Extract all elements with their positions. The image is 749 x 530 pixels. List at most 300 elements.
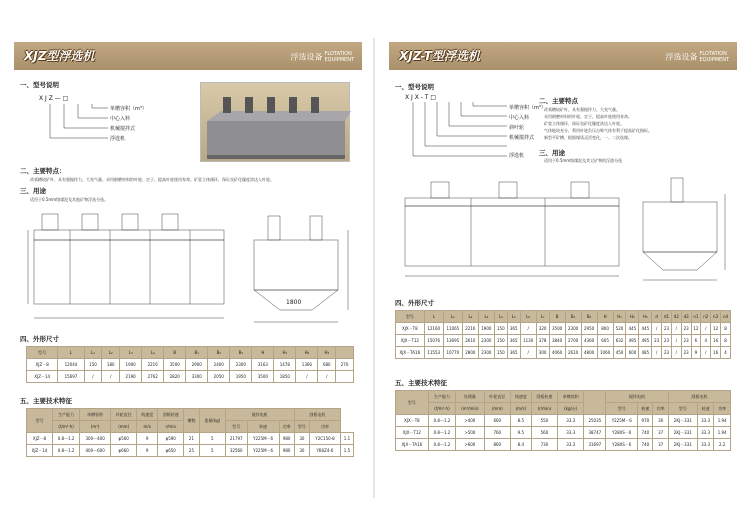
cell: 9.5: [510, 427, 531, 439]
cell: 3300: [186, 371, 208, 383]
cell: 445: [639, 323, 652, 335]
right-tag-en2: EQUIPMENT: [699, 57, 729, 63]
cell: 1850: [274, 371, 296, 383]
cell: 8: [720, 335, 730, 347]
table-row: [396, 415, 731, 427]
lt2-h1: 生产能力: [52, 409, 79, 421]
lt2-h5: 刮板转速: [158, 409, 184, 421]
cell: 970: [638, 415, 653, 427]
cell: 365: [507, 323, 520, 335]
lt1-h2: L₁: [84, 347, 102, 359]
right-dim-table: [395, 310, 731, 359]
cell: XJZ－8: [27, 359, 58, 371]
lt2-h0: 型号: [27, 409, 53, 433]
rt1-h: B₂: [581, 311, 597, 323]
cell: 8.5: [510, 415, 531, 427]
cell: 270: [336, 359, 354, 371]
lt1-h8: B₂: [208, 347, 230, 359]
lt2-s7: 型号: [225, 421, 247, 433]
cell: YB0Z4-6: [309, 445, 340, 457]
cell: XJZ－8: [27, 433, 53, 445]
cell: 320: [536, 323, 549, 335]
cell: φ660: [111, 445, 137, 457]
left-tag-en1: FLOTATION: [324, 51, 352, 57]
rt2-h: 单槽容积: [558, 391, 584, 403]
left-tag-cn: 浮选设备: [290, 52, 323, 62]
table-row: [396, 427, 731, 439]
left-s3-text: 适用于0.5mm级煤泥及其他矿物浮选分选。: [30, 197, 109, 202]
rt1-h: n3: [711, 311, 721, 323]
lt1-h3: L₂: [102, 347, 120, 359]
cell: 150: [84, 359, 102, 371]
cell: 33.3: [558, 439, 584, 451]
left-m-label-3: 浮选机: [110, 136, 126, 142]
cell: /: [652, 323, 662, 335]
rt1-h: L₄: [494, 311, 507, 323]
cell: 9: [691, 347, 701, 359]
cell: 2216: [462, 323, 478, 335]
cell: 2800: [462, 347, 478, 359]
lt2-h4: 线速度: [137, 409, 158, 421]
cell: 485: [639, 347, 652, 359]
right-m-label-2: 斜叶轮: [509, 125, 525, 131]
cell: 3500: [252, 371, 274, 383]
table-row: [396, 347, 731, 359]
cell: 9: [137, 445, 158, 457]
lt2-s1: (m³): [80, 421, 111, 433]
lt1-h4: L₃: [120, 347, 142, 359]
cell: 560: [531, 427, 557, 439]
cell: 13695: [443, 335, 462, 347]
cell: 15697: [58, 371, 84, 383]
cell: /: [296, 371, 318, 383]
lt2-h9: 刮板电机: [294, 409, 340, 421]
cell: 2KJ－331: [668, 427, 697, 439]
cell: 1950: [230, 371, 252, 383]
lt1-h14: [336, 347, 354, 359]
cell: 0.8～1.2: [428, 439, 455, 451]
cell: Y280S－6: [606, 439, 638, 451]
right-m-label-4: 浮选机: [509, 153, 525, 159]
rt2-s: 功率: [653, 403, 668, 415]
cell: 31697: [584, 439, 606, 451]
dim-1800: 1800: [286, 299, 302, 306]
cell: 495: [626, 335, 639, 347]
right-s3-text: 适用于0.5mm级煤泥及其它矿物的浮游分选: [544, 158, 623, 163]
cell: XJZ－14: [27, 445, 53, 457]
cell: 2400: [208, 359, 230, 371]
rt1-h: L: [424, 311, 443, 323]
cell: 300～400: [80, 433, 111, 445]
rt1-h: B: [549, 311, 565, 323]
table-row: [396, 335, 731, 347]
cell: /: [520, 323, 536, 335]
rt1-h: L₇: [536, 311, 549, 323]
cell: 12: [711, 323, 721, 335]
cell: XJX－T12: [396, 427, 429, 439]
lt2-s2: (mm): [111, 421, 137, 433]
rt2-s: 功率: [714, 403, 731, 415]
right-m-label-1: 中心入料: [509, 115, 530, 121]
cell: 33.3: [697, 415, 714, 427]
cell: Y225M－6: [247, 433, 279, 445]
cell: /: [102, 371, 120, 383]
cell: XJX－T8: [396, 415, 429, 427]
rt2-s: 转速: [697, 403, 714, 415]
cell: 37: [653, 427, 668, 439]
right-tag-cn: 浮选设备: [665, 52, 698, 62]
cell: 378: [536, 335, 549, 347]
cell: 1.94: [714, 427, 731, 439]
cell: 445: [626, 323, 639, 335]
cell: 1130: [520, 335, 536, 347]
rt2-h: 生产能力: [428, 391, 455, 403]
table-row: [27, 445, 354, 457]
cell: 860: [484, 439, 510, 451]
rt2-h: 型号: [396, 391, 429, 415]
cell: 2050: [208, 371, 230, 383]
cell: 2216: [142, 359, 164, 371]
cell: 180: [102, 359, 120, 371]
cell: 2900: [186, 359, 208, 371]
cell: 2300: [478, 347, 494, 359]
right-s2-l3: 气体能较充分，利用叶轮负压自吸气体有利于提高矿化指标。: [544, 128, 652, 133]
cell: 11065: [443, 323, 462, 335]
cell: 21797: [225, 433, 247, 445]
lt2-h3: 叶轮直径: [111, 409, 137, 421]
left-m-label-2: 机械搅拌式: [110, 126, 136, 132]
lt1-h7: B₁: [186, 347, 208, 359]
lt2-s9: 功率: [279, 421, 294, 433]
cell: 3500: [549, 323, 565, 335]
cell: XJZ－14: [27, 371, 58, 383]
rt1-h: H: [597, 311, 613, 323]
left-s2-text: 改氧槽较矿叶、具有强搅拌力、大充气量。采用耐磨材料的叶轮、定子，提高叶轮使用寿命。矿浆立体循环，保证良矿化爆度浓达入叶轮。: [30, 177, 274, 182]
cell: 16: [711, 335, 721, 347]
cell: 0.8～1.2: [428, 415, 455, 427]
cell: 30: [653, 415, 668, 427]
cell: 2300: [230, 359, 252, 371]
table-row: [27, 359, 354, 371]
cell: 1.5: [340, 445, 353, 457]
left-header: [14, 42, 362, 70]
cell: 12: [691, 323, 701, 335]
cell: 33.3: [697, 427, 714, 439]
page-fold: [373, 38, 375, 498]
cell: Y2C150-8: [309, 433, 340, 445]
lt2-h2: 单槽容积: [80, 409, 111, 421]
cell: 2700: [565, 335, 581, 347]
cell: 15076: [424, 335, 443, 347]
rt2-h-blank: [584, 391, 606, 415]
cell: /: [318, 371, 336, 383]
cell: 660: [484, 415, 510, 427]
lt1-h11: H₁: [274, 347, 296, 359]
rt1-h: d: [652, 311, 662, 323]
rt1-h: H₂: [626, 311, 639, 323]
cell: 150: [494, 335, 507, 347]
lt2-h7: 重量(kg): [199, 409, 225, 433]
cell: 3500: [164, 359, 186, 371]
cell: Y280S－6: [606, 427, 638, 439]
cell: >600: [456, 439, 484, 451]
lt1-h10: H: [252, 347, 274, 359]
cell: 1900: [120, 359, 142, 371]
rt2-h: 处理量: [456, 391, 484, 403]
table-row: [396, 439, 731, 451]
cell: 1060: [597, 347, 613, 359]
cell: 2610: [462, 335, 478, 347]
cell: 600: [626, 347, 639, 359]
cell: 30: [294, 433, 309, 445]
cell: /: [671, 323, 681, 335]
rt2-h: 刮板电机: [668, 391, 730, 403]
cell: 2762: [142, 371, 164, 383]
cell: 38747: [584, 427, 606, 439]
left-s4: 四、外形尺寸: [20, 335, 59, 343]
cell: /: [520, 347, 536, 359]
rt1-h: B₁: [565, 311, 581, 323]
lt1-h13: H₃: [318, 347, 336, 359]
cell: φ590: [158, 433, 184, 445]
cell: 37: [653, 439, 668, 451]
cell: 150: [494, 323, 507, 335]
cell: >400: [456, 415, 484, 427]
lt1-h9: B₃: [230, 347, 252, 359]
cell: XJX－T8: [396, 323, 425, 335]
left-s1: 一、型号说明: [20, 81, 59, 89]
cell: 12160: [424, 323, 443, 335]
cell: >500: [456, 427, 484, 439]
left-s5: 五、主要技术特征: [20, 397, 72, 405]
rt2-s: (t/m³·h): [428, 403, 455, 415]
cell: 8.4: [510, 439, 531, 451]
cell: /: [701, 323, 711, 335]
cell: 4: [720, 347, 730, 359]
cell: 25: [184, 445, 199, 457]
lt2-h8: 搅拌电机: [225, 409, 294, 421]
cell: 33.3: [558, 415, 584, 427]
cell: φ560: [111, 433, 137, 445]
cell: 25035: [584, 415, 606, 427]
cell: 10770: [443, 347, 462, 359]
lt1-h5: L₄: [142, 347, 164, 359]
rt1-h: L₆: [520, 311, 536, 323]
cell: 1366: [296, 359, 318, 371]
rt1-h: L₅: [507, 311, 520, 323]
cell: 740: [638, 439, 653, 451]
lt2-s8: 转速: [247, 421, 279, 433]
lt1-h1: L: [58, 347, 84, 359]
cell: 0.8～1.2: [428, 427, 455, 439]
rt1-h: L₁: [443, 311, 462, 323]
cell: 800: [597, 323, 613, 335]
cell: 632: [613, 335, 626, 347]
cell: 450: [613, 347, 626, 359]
rt1-h: L₂: [462, 311, 478, 323]
right-s4: 四、外形尺寸: [395, 299, 434, 307]
cell: 23: [652, 335, 662, 347]
cell: φ650: [158, 445, 184, 457]
right-s2-l2: 矿浆立体循环，保证良矿化爆度浓达入叶轮。: [544, 121, 624, 126]
lt1-h0: 型号: [27, 347, 58, 359]
left-model: X J Z — □: [39, 95, 69, 102]
rt1-h: 型号: [396, 311, 425, 323]
cell: 1900: [478, 323, 494, 335]
xjz-drawing: [20, 210, 356, 328]
cell: 4060: [549, 347, 565, 359]
lt1-h12: H₂: [296, 347, 318, 359]
cell: 1478: [274, 359, 296, 371]
cell: 16: [711, 347, 721, 359]
right-m-label-0: 单槽容积（m³）: [509, 105, 546, 111]
left-m-label-0: 单槽容积（m³）: [110, 106, 147, 112]
cell: 8: [720, 323, 730, 335]
right-model-leaders: [409, 100, 509, 162]
cell: Y225M－6: [247, 445, 279, 457]
right-s2-l1: 采用耐磨材料的叶轮、定子，提高叶轮使用寿命。: [544, 114, 632, 119]
cell: 2300: [478, 335, 494, 347]
right-tag-en1: FLOTATION: [699, 51, 727, 57]
cell: 3840: [549, 335, 565, 347]
rt1-h: d1: [662, 311, 672, 323]
left-s2: 二、主要特点：: [20, 167, 66, 175]
cell: 2KJ－331: [668, 415, 697, 427]
cell: 5: [199, 445, 225, 457]
rt1-h: n1: [691, 311, 701, 323]
xjzt-drawing: [395, 172, 731, 288]
left-tag-en2: EQUIPMENT: [324, 57, 354, 63]
cell: 21: [184, 433, 199, 445]
cell: 4360: [581, 335, 597, 347]
cell: 33.3: [558, 427, 584, 439]
xjz-photo: [200, 82, 350, 162]
cell: 12044: [58, 359, 84, 371]
right-title: XJZ-T型浮选机: [399, 49, 480, 63]
cell: /: [84, 371, 102, 383]
cell: 2.2: [714, 439, 731, 451]
lt2-s4: r/min: [158, 421, 184, 433]
cell: 23: [681, 335, 691, 347]
rt2-s: (m³/min): [456, 403, 484, 415]
cell: 365: [507, 335, 520, 347]
right-s2: 二、主要特点: [539, 97, 578, 105]
right-tag: [665, 51, 729, 63]
cell: 6: [691, 335, 701, 347]
lt1-h6: B: [164, 347, 186, 359]
cell: 365: [507, 347, 520, 359]
cell: 740: [638, 427, 653, 439]
cell: 23: [662, 323, 672, 335]
right-s2-l0: 改氧槽较矿叶、具有强搅拌力、大充气量。: [544, 107, 620, 112]
rt1-h: d2: [671, 311, 681, 323]
cell: [336, 371, 354, 383]
lt2-s0: (t/m³·h): [52, 421, 79, 433]
lt2-s3: m/s: [137, 421, 158, 433]
cell: 2KJ－331: [668, 439, 697, 451]
cell: 300: [536, 347, 549, 359]
cell: 30: [294, 445, 309, 457]
left-dim-table: [26, 346, 354, 383]
cell: 605: [597, 335, 613, 347]
cell: 0.8～1.2: [52, 433, 79, 445]
rt2-s: (mm): [484, 403, 510, 415]
rt2-h: 线速度: [510, 391, 531, 403]
cell: 2610: [565, 347, 581, 359]
cell: 495: [639, 335, 652, 347]
cell: 550: [531, 415, 557, 427]
cell: 1.94: [714, 415, 731, 427]
table-row: [396, 323, 731, 335]
left-tag: [290, 51, 354, 63]
cell: Y225M－6: [606, 415, 638, 427]
cell: XJX－T12: [396, 335, 425, 347]
cell: 9: [137, 433, 158, 445]
cell: 680: [318, 359, 336, 371]
right-m-label-3: 机械搅拌式: [509, 135, 535, 141]
cell: 23: [681, 323, 691, 335]
cell: XJX－TA16: [396, 347, 425, 359]
right-tech-table: [395, 390, 731, 451]
cell: 4800: [581, 347, 597, 359]
cell: 2190: [120, 371, 142, 383]
cell: 0.8～1.2: [52, 445, 79, 457]
cell: /: [652, 347, 662, 359]
right-s5: 五、主要技术特征: [395, 379, 447, 387]
cell: /: [671, 347, 681, 359]
rt2-h: 刮板转速: [531, 391, 557, 403]
xjz-machine-image: [201, 83, 351, 163]
lt2-s10: 型号: [294, 421, 309, 433]
left-page: [14, 42, 362, 494]
left-model-leaders: [42, 102, 112, 150]
left-tech-table: [26, 408, 354, 457]
table-row: [27, 433, 354, 445]
cell: 3163: [252, 359, 274, 371]
table-row: [27, 371, 354, 383]
right-page: [389, 42, 737, 494]
left-m-label-1: 中心入料: [110, 116, 131, 122]
cell: 23: [662, 347, 672, 359]
rt1-h: H₁: [613, 311, 626, 323]
left-s3: 三、用途: [20, 187, 46, 195]
cell: 23: [681, 347, 691, 359]
cell: 760: [484, 427, 510, 439]
rt1-h: H₃: [639, 311, 652, 323]
cell: 4: [701, 335, 711, 347]
left-title: XJZ型浮选机: [24, 49, 95, 63]
rt2-h: 叶轮直径: [484, 391, 510, 403]
cell: XJX－TA16: [396, 439, 429, 451]
cell: 5: [199, 433, 225, 445]
rt2-s: (r/min): [531, 403, 557, 415]
right-s2-l4: 新型平矿槽，根据煤质灵活变化，一、二次选煤。: [544, 135, 632, 140]
rt2-s: (kg/台): [558, 403, 584, 415]
right-header: [389, 42, 737, 70]
right-s3: 三、用途: [539, 149, 565, 157]
cell: 2300: [565, 323, 581, 335]
cell: 1.1: [340, 433, 353, 445]
cell: 150: [494, 347, 507, 359]
cell: 11553: [424, 347, 443, 359]
rt2-s: (m/s): [510, 403, 531, 415]
rt1-h: L₃: [478, 311, 494, 323]
cell: 2820: [164, 371, 186, 383]
cell: 2950: [581, 323, 597, 335]
lt2-h6: 槽数: [184, 409, 199, 433]
right-model: X J X - T □: [405, 94, 437, 101]
right-s1: 一、型号说明: [395, 83, 434, 91]
